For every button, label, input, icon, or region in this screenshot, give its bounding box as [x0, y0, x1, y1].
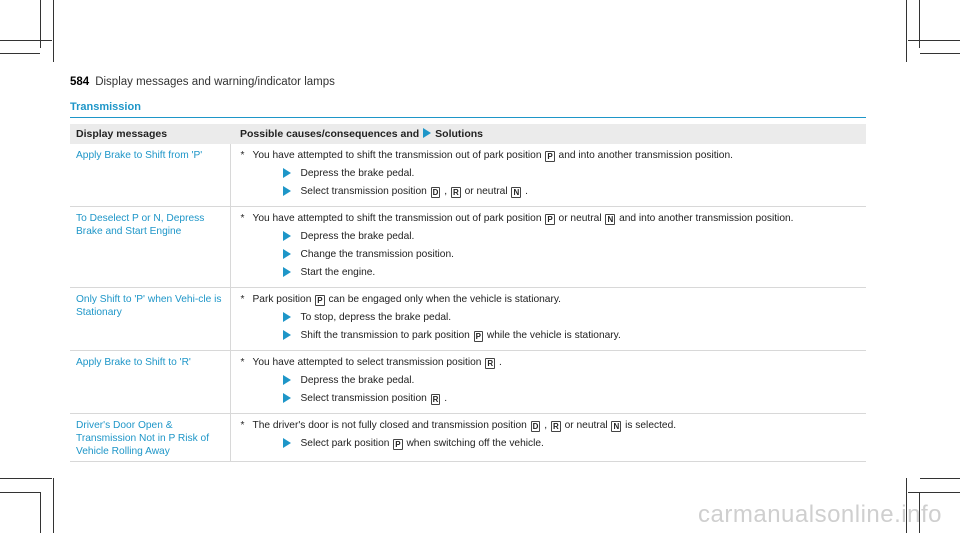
step-text: [301, 248, 454, 261]
step-text: [301, 374, 415, 387]
display-message: To Deselect P or N, Depress Brake and Start Engine: [70, 207, 230, 288]
text-segment: and into another transmission position.: [619, 213, 794, 224]
display-message: Driver's Door Open & Transmission Not in P Risk of Vehicle Rolling Away: [70, 414, 230, 462]
table-body: [70, 144, 866, 462]
text-segment: Select transmission position: [300, 186, 427, 197]
step-text: [301, 392, 448, 405]
text-segment: Select park position: [300, 438, 390, 449]
cause-solution-cell: [230, 414, 866, 462]
cause-line: [241, 212, 861, 225]
text-segment: Depress the brake pedal.: [300, 375, 415, 386]
step-text: [301, 266, 376, 279]
text-segment: when switching off the vehicle.: [406, 438, 544, 449]
solution-arrow-icon: [283, 393, 291, 403]
text-segment: You have attempted to shift the transmission out of park position: [252, 213, 542, 224]
solution-arrow-icon: [283, 330, 291, 340]
text-segment: or neutral: [464, 186, 508, 197]
text-segment: You have attempted to select transmission position: [252, 357, 482, 368]
text-segment: or neutral: [564, 420, 608, 431]
crop-mark: [53, 478, 54, 533]
step-text: [301, 311, 452, 324]
cause-solution-cell: [230, 207, 866, 288]
solution-step: [283, 311, 861, 324]
table-row: [70, 351, 866, 414]
table-header-row: [70, 124, 866, 144]
text-segment: Change the transmission position.: [300, 249, 454, 260]
solution-arrow-icon: [283, 312, 291, 322]
gear-r-icon: R: [452, 188, 459, 197]
table-row: [70, 414, 866, 462]
text-segment: .: [444, 393, 448, 404]
gear-n-icon: N: [607, 215, 614, 224]
cause-solution-cell: [230, 144, 866, 207]
text-segment: The driver's door is not fully closed and transmission position: [252, 420, 527, 431]
cause-line: [241, 149, 861, 162]
cause-marker: *: [240, 357, 245, 368]
column-header-messages: Display messages: [70, 124, 230, 144]
solution-arrow-icon: [283, 231, 291, 241]
text-segment: or neutral: [558, 213, 602, 224]
page-number: 584: [70, 76, 90, 88]
solution-step: [283, 248, 861, 261]
solution-arrow-icon: [283, 249, 291, 259]
text-segment: ,: [544, 420, 548, 431]
cause-line: [241, 419, 861, 432]
solution-step: [283, 230, 861, 243]
cause-text: [253, 293, 562, 306]
crop-mark: [0, 40, 52, 41]
gear-n-icon: N: [613, 422, 620, 431]
solution-step: [283, 266, 861, 279]
solution-step: [283, 167, 861, 180]
text-segment: Select transmission position: [300, 393, 427, 404]
cause-marker: *: [240, 213, 245, 224]
step-text: [301, 230, 415, 243]
gear-d-icon: D: [532, 422, 539, 431]
text-segment: Start the engine.: [300, 267, 376, 278]
solution-arrow-icon: [283, 186, 291, 196]
messages-table: [70, 124, 866, 462]
text-segment: .: [525, 186, 528, 197]
solution-step: [283, 392, 861, 405]
text-segment: Shift the transmission to park position: [300, 330, 470, 341]
cause-marker: *: [240, 294, 245, 305]
cause-solution-cell: [230, 288, 866, 351]
gear-p-icon: P: [317, 296, 323, 305]
gear-r-icon: R: [432, 395, 439, 404]
solution-arrow-icon: [283, 168, 291, 178]
text-segment: To stop, depress the brake pedal.: [300, 312, 452, 323]
solution-arrow-icon: [423, 128, 431, 138]
solution-arrow-icon: [283, 438, 291, 448]
text-segment: Park position: [252, 294, 312, 305]
cause-line: [241, 293, 861, 306]
crop-mark: [920, 478, 960, 479]
text-segment: can be engaged only when the vehicle is stationary.: [328, 294, 562, 305]
column-header-solutions-text: Solutions: [435, 127, 484, 140]
cause-text: [253, 149, 733, 162]
step-text: [301, 437, 544, 450]
gear-p-icon: P: [475, 332, 481, 341]
column-header-causes: [230, 124, 866, 144]
section-title: Transmission: [70, 101, 141, 113]
running-title: Display messages and warning/indicator lamps: [95, 76, 335, 88]
cause-text: [253, 212, 794, 225]
gear-p-icon: P: [547, 152, 553, 161]
crop-mark: [920, 53, 960, 54]
table-row: [70, 288, 866, 351]
text-segment: .: [498, 357, 502, 368]
crop-mark: [908, 40, 960, 41]
watermark: carmanualsonline.info: [698, 501, 942, 528]
section-divider: [70, 117, 866, 118]
cause-marker: *: [240, 150, 245, 161]
page-header: [70, 76, 335, 88]
crop-mark: [40, 492, 41, 533]
display-message: Apply Brake to Shift to 'R': [70, 351, 230, 414]
text-segment: and into another transmission position.: [558, 150, 733, 161]
text-segment: is selected.: [625, 420, 677, 431]
step-text: [301, 329, 621, 342]
cause-solution-cell: [230, 351, 866, 414]
solution-arrow-icon: [283, 375, 291, 385]
text-segment: while the vehicle is stationary.: [486, 330, 621, 341]
gear-p-icon: P: [395, 440, 401, 449]
gear-r-icon: R: [487, 359, 494, 368]
display-message: Apply Brake to Shift from 'P': [70, 144, 230, 207]
cause-marker: *: [240, 420, 245, 431]
table-row: [70, 207, 866, 288]
gear-n-icon: N: [513, 188, 520, 197]
text-segment: Depress the brake pedal.: [300, 231, 415, 242]
text-segment: Depress the brake pedal.: [300, 168, 415, 179]
solution-arrow-icon: [283, 267, 291, 277]
gear-p-icon: P: [547, 215, 553, 224]
solution-step: [283, 185, 861, 198]
column-header-causes-text: Possible causes/consequences and: [240, 127, 420, 140]
crop-mark: [53, 0, 54, 62]
text-segment: You have attempted to shift the transmission out of park position: [252, 150, 542, 161]
cause-line: [241, 356, 861, 369]
crop-mark: [906, 0, 907, 62]
crop-mark: [908, 492, 960, 493]
solution-step: [283, 437, 861, 450]
gear-r-icon: R: [552, 422, 559, 431]
crop-mark: [0, 492, 40, 493]
display-message: Only Shift to 'P' when Vehi-cle is Stationary: [70, 288, 230, 351]
crop-mark: [0, 478, 52, 479]
crop-mark: [0, 53, 40, 54]
step-text: [301, 167, 415, 180]
solution-step: [283, 374, 861, 387]
cause-text: [253, 356, 502, 369]
step-text: [301, 185, 528, 198]
gear-d-icon: D: [432, 188, 439, 197]
table-row: [70, 144, 866, 207]
solution-step: [283, 329, 861, 342]
text-segment: ,: [444, 186, 448, 197]
cause-text: [253, 419, 677, 432]
